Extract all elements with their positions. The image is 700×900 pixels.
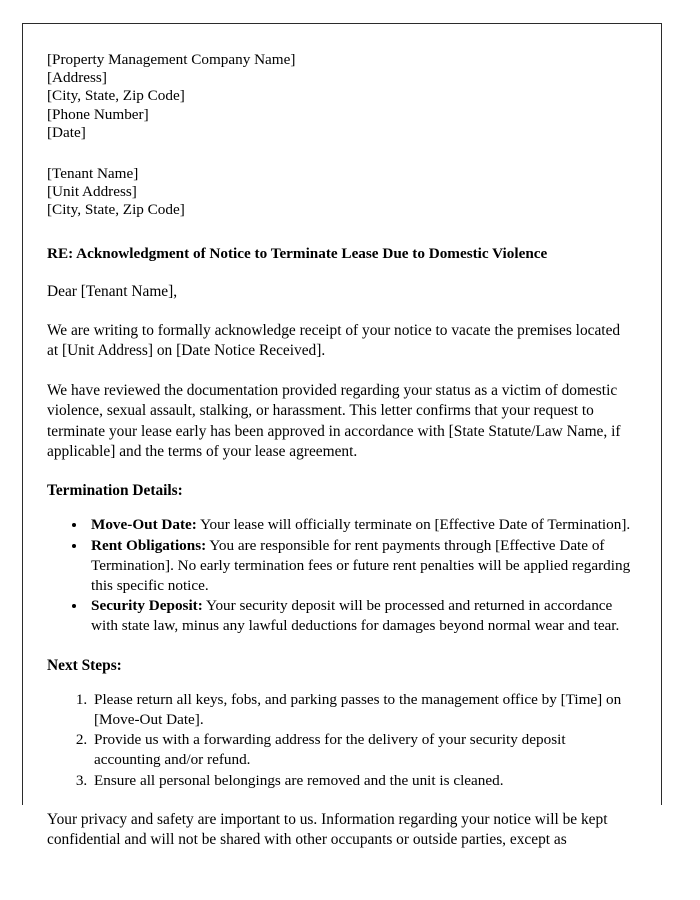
recipient-line-tenant-name: [Tenant Name] (47, 165, 139, 183)
sender-line-city-state-zip: [City, State, Zip Code] (47, 87, 185, 105)
sender-line-company: [Property Management Company Name] (47, 51, 296, 68)
body-paragraph-1: We are writing to formally acknowledge receipt of your notice to vacate the premises located at [Unit Address] on [Date Notice Received]. (47, 322, 621, 360)
recipient-line-unit-address: [Unit Address] (47, 183, 137, 201)
next-steps-heading: Next Steps: (47, 656, 122, 674)
list-item (87, 536, 635, 597)
termination-item-text: Your security deposit will be processed and returned in accordance with state law, minus any lawful deductions for damages beyond normal wear and tear. (91, 597, 620, 635)
spacer-before-closing-paragraph (47, 791, 635, 810)
spacer-before-subject (47, 220, 635, 244)
letter-body (23, 24, 661, 851)
spacer-before-next-steps-list (47, 676, 635, 690)
recipient-address-block (47, 165, 635, 220)
spacer-before-salutation (47, 263, 635, 282)
sender-line-date: [Date] (47, 123, 86, 141)
spacer-before-termination-heading (47, 462, 635, 481)
list-item: 2. Provide us with a forwarding address for the delivery of your security deposit accounting and/or refund. (91, 730, 635, 770)
termination-item-label: Rent Obligations: (91, 536, 207, 554)
sender-line-phone: [Phone Number] (47, 105, 149, 123)
termination-details-list (47, 515, 635, 636)
list-item (87, 596, 635, 636)
termination-item-text: Your lease will officially terminate on [Effective Date of Termination]. (196, 516, 631, 534)
list-item (87, 515, 635, 535)
list-item: 1. Please return all keys, fobs, and parking passes to the management office by [Time] on [Move-Out Date]. (91, 690, 635, 730)
termination-item-label: Security Deposit: (91, 597, 203, 615)
spacer-before-next-steps-heading (47, 637, 635, 656)
spacer-after-sender (47, 142, 635, 165)
sender-address-block (47, 51, 635, 142)
termination-details-heading: Termination Details: (47, 482, 183, 500)
closing-paragraph: Your privacy and safety are important to us. Information regarding your notice will be kept confidential and will not be shared with other occupants or outside parties, except as (47, 810, 608, 849)
list-item: 3. Ensure all personal belongings are removed and the unit is cleaned. (91, 771, 635, 791)
sender-line-address: [Address] (47, 69, 107, 87)
letter-page (22, 23, 662, 849)
termination-item-label: Move-Out Date: (91, 516, 197, 534)
spacer-before-paragraph-1 (47, 302, 635, 321)
recipient-line-city-state-zip: [City, State, Zip Code] (47, 201, 185, 219)
salutation: Dear [Tenant Name], (47, 282, 178, 300)
termination-item-text: You are responsible for rent payments through [Effective Date of Termination]. No early termination fees or future rent penalties will be applied regarding this specific notice. (91, 536, 631, 595)
subject-line: RE: Acknowledgment of Notice to Terminate Lease Due to Domestic Violence (47, 244, 548, 262)
next-steps-list (47, 690, 635, 791)
spacer-before-paragraph-2 (47, 362, 635, 381)
spacer-before-termination-list (47, 501, 635, 515)
body-paragraph-2: We have reviewed the documentation provided regarding your status as a victim of domestic violence, sexual assault, stalking, or harassment. This letter confirms that your request to terminate your lease early has been approved in accordance with [State Statute/Law Name, if applicable] and the terms of your lease agreement. (47, 381, 621, 461)
